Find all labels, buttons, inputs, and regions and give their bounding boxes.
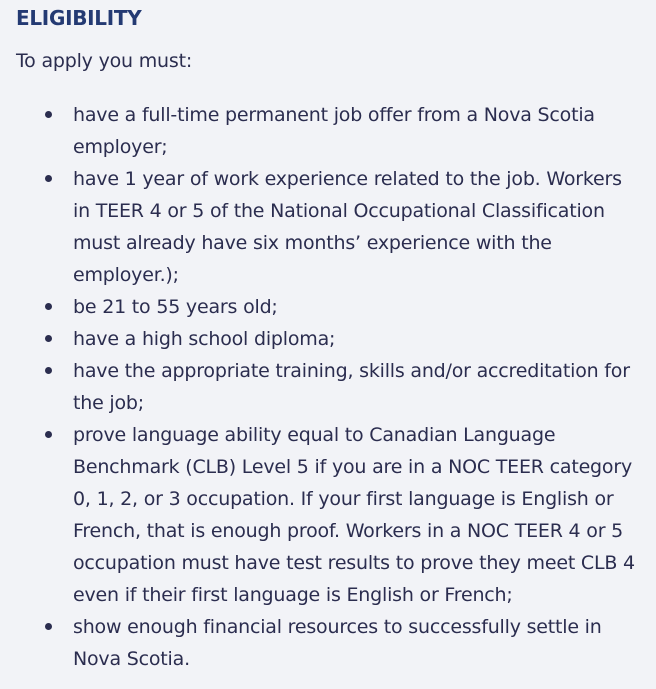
list-item: [16, 355, 640, 419]
list-item-text: show enough financial resources to successfully settle in Nova Scotia.: [73, 616, 602, 670]
list-item-text: have a full-time permanent job offer from a Nova Scotia employer;: [73, 104, 595, 158]
section-heading: ELIGIBILITY: [16, 6, 142, 30]
bullet-icon: [45, 367, 52, 374]
list-item: [16, 611, 640, 675]
bullet-icon: [45, 111, 52, 118]
bullet-icon: [45, 303, 52, 310]
list-item: [16, 163, 640, 291]
list-item: [16, 291, 640, 323]
list-item: [16, 323, 640, 355]
list-item-text: prove language ability equal to Canadian Language Benchmark (CLB) Level 5 if you are in a NOC TEER category 0, 1, 2, or 3 occupation. If your first language is English or French, that is enough proof. Workers in a NOC TEER 4 or 5 occupation must have test results to prove they meet CLB 4 even if their first language is English or French;: [73, 424, 635, 606]
requirements-list: [16, 99, 640, 675]
bullet-icon: [45, 335, 52, 342]
bullet-icon: [45, 175, 52, 182]
list-item-text: have the appropriate training, skills and/or accreditation for the job;: [73, 360, 630, 414]
list-item: [16, 419, 640, 611]
intro-text: To apply you must:: [16, 50, 193, 72]
list-item: [16, 99, 640, 163]
list-item-text: have a high school diploma;: [73, 328, 336, 350]
list-item-text: be 21 to 55 years old;: [73, 296, 278, 318]
bullet-icon: [45, 431, 52, 438]
list-item-text: have 1 year of work experience related to the job. Workers in TEER 4 or 5 of the National Occupational Classification must already have six months’ experience with the employer.);: [73, 168, 622, 286]
bullet-icon: [45, 623, 52, 630]
